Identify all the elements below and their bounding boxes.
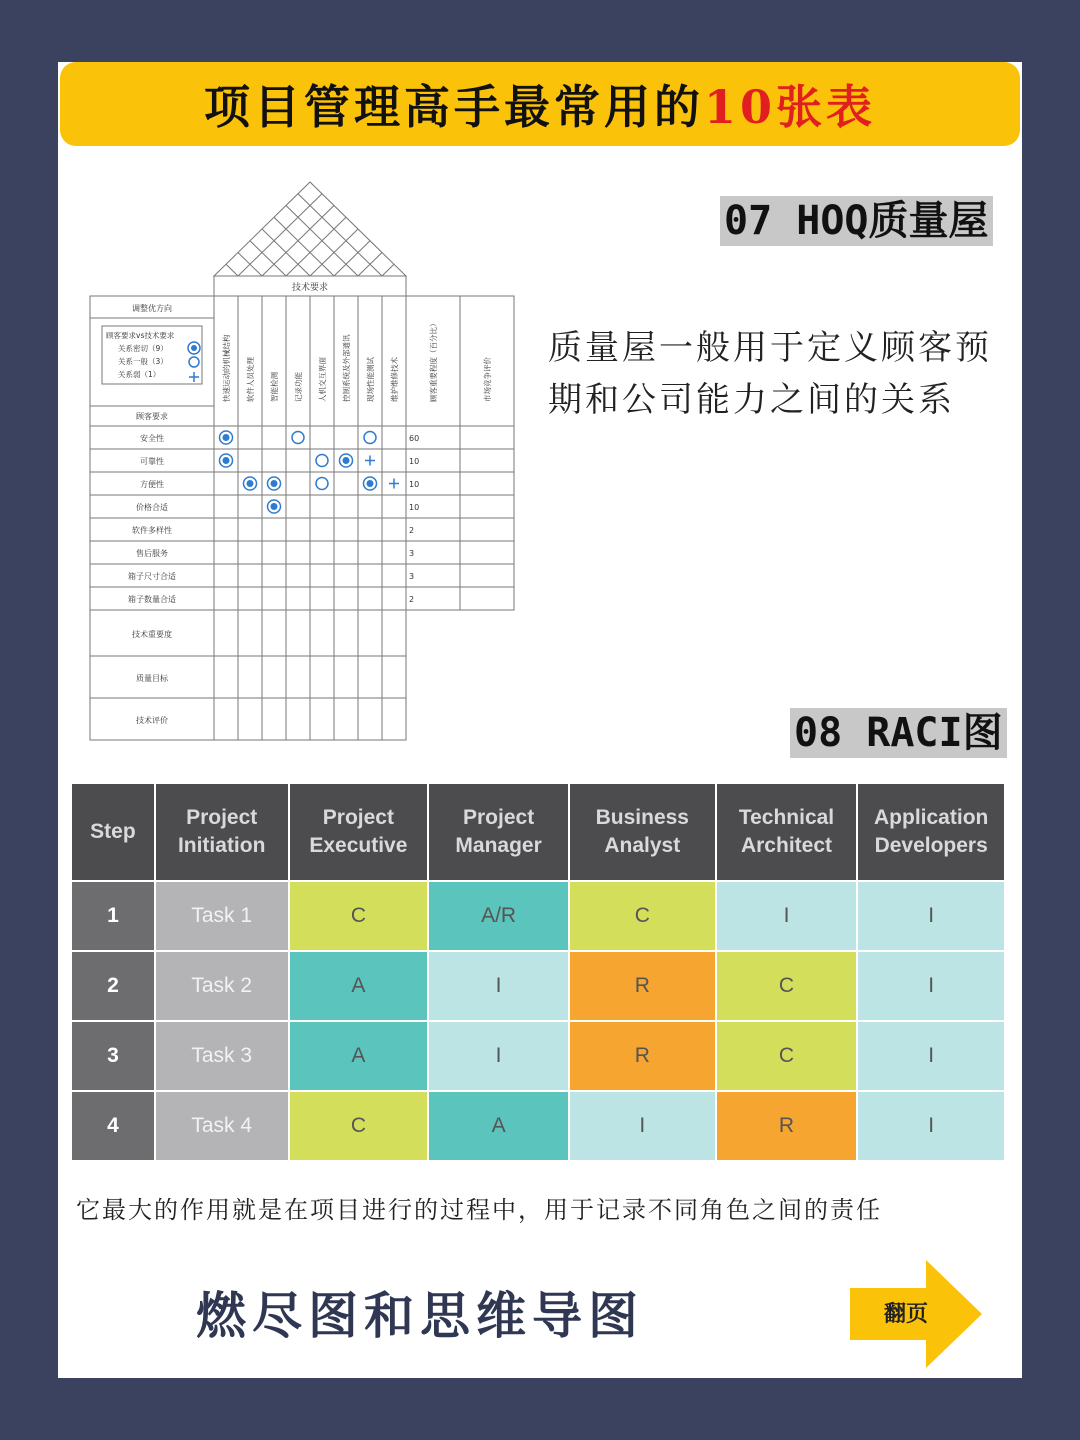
raci-role-cell: I — [717, 882, 857, 950]
hoq-row-weight: 2 — [409, 526, 415, 535]
hoq-row-label: 售后服务 — [136, 549, 168, 558]
hoq-roof-line — [226, 264, 238, 276]
raci-table — [72, 784, 1006, 1160]
strong-relation-icon — [340, 454, 353, 467]
raci-role-cell: R — [717, 1092, 857, 1160]
hoq-tech-col-label: 控制系统及外部通讯 — [342, 334, 351, 402]
raci-note: 它最大的作用就是在项目进行的过程中，用于记录不同角色之间的责任 — [76, 1196, 882, 1224]
raci-header-row — [72, 784, 1006, 880]
hoq-diagram — [88, 178, 518, 744]
raci-task-cell: Task 3 — [156, 1022, 288, 1090]
hoq-competition-header: 市场竞争评价 — [483, 357, 492, 402]
hoq-roof — [214, 182, 406, 276]
raci-role-cell: R — [570, 1022, 715, 1090]
raci-role-cell: I — [570, 1092, 715, 1160]
hoq-tech-col-label: 软件人员处理 — [246, 357, 255, 402]
raci-header-cell: Technical Architect — [717, 784, 857, 880]
hoq-improve-direction: 调整优方向 — [132, 304, 172, 313]
hoq-competition-frame — [460, 296, 514, 610]
raci-role-cell: C — [717, 1022, 857, 1090]
raci-header-cell: Business Analyst — [570, 784, 715, 880]
raci-header-cell: Project Manager — [429, 784, 568, 880]
section-07-tag: 07 HOQ质量屋 — [720, 196, 993, 246]
hoq-tech-importance: 技术重要度 — [132, 630, 172, 639]
strong-relation-icon — [364, 477, 377, 490]
medium-relation-icon — [316, 478, 328, 490]
hoq-roof-line — [238, 194, 322, 276]
hoq-legend-text: 关系弱（1） — [118, 370, 161, 379]
raci-header-cell: Step — [72, 784, 154, 880]
hoq-row-label: 软件多样性 — [132, 526, 172, 535]
weak-relation-icon — [365, 456, 375, 466]
banner-title-accent: 10张表 — [703, 80, 876, 134]
hoq-quality-target: 质量目标 — [136, 674, 168, 683]
raci-role-cell: I — [858, 882, 1004, 950]
hoq-tech-col-label: 快速运动的机械结构 — [222, 334, 231, 402]
raci-step-cell: 2 — [72, 952, 154, 1020]
raci-step-cell: 4 — [72, 1092, 154, 1160]
raci-body — [72, 882, 1006, 1160]
hoq-legend-text: 顾客要求vs技术要求 — [106, 331, 175, 340]
hoq-roof-line — [298, 194, 382, 276]
medium-relation-icon — [292, 432, 304, 444]
hoq-row-weight: 3 — [409, 572, 415, 581]
next-topic-title: 燃尽图和思维导图 — [196, 1286, 644, 1345]
raci-role-cell: C — [290, 882, 428, 950]
hoq-tech-eval: 技术评价 — [136, 716, 168, 725]
strong-relation-icon — [268, 500, 281, 513]
hoq-row-weight: 10 — [409, 457, 420, 466]
strong-relation-icon — [244, 477, 257, 490]
section-08-tag: 08 RACI图 — [790, 708, 1007, 758]
raci-role-cell: I — [429, 1022, 568, 1090]
strong-relation-icon — [220, 454, 233, 467]
hoq-tech-col-label: 智能检测 — [270, 372, 279, 402]
raci-role-cell: C — [570, 882, 715, 950]
hoq-tech-col-label: 记录功能 — [294, 372, 303, 402]
raci-role-cell: C — [290, 1092, 428, 1160]
raci-row — [72, 952, 1006, 1020]
raci-task-cell: Task 2 — [156, 952, 288, 1020]
hoq-roof-line — [382, 264, 394, 276]
hoq-tech-col-label: 维护维修技术 — [390, 357, 399, 402]
raci-role-cell: I — [858, 1022, 1004, 1090]
hoq-row-label: 价格合适 — [136, 503, 168, 512]
strong-relation-icon — [220, 431, 233, 444]
next-page-button[interactable]: 翻页 — [883, 1301, 928, 1327]
hoq-row-weight: 60 — [409, 434, 420, 443]
hoq-text — [106, 281, 492, 725]
hoq-row-weight: 2 — [409, 595, 415, 604]
hoq-row-weight: 3 — [409, 549, 415, 558]
raci-role-cell: A — [290, 952, 428, 1020]
raci-role-cell: C — [717, 952, 857, 1020]
banner-title: 项目管理高手最常用的 — [203, 80, 704, 134]
hoq-row-label: 安全性 — [140, 434, 164, 443]
hoq-roof-line — [274, 217, 334, 276]
hoq-legend-text: 关系一般（3） — [118, 357, 168, 366]
strong-relation-icon — [268, 477, 281, 490]
raci-step-cell: 3 — [72, 1022, 154, 1090]
weak-relation-icon — [389, 479, 399, 489]
hoq-row-label: 箱子尺寸合适 — [128, 572, 176, 581]
weak-relation-icon — [189, 372, 199, 382]
hoq-tech-header: 技术要求 — [291, 283, 329, 293]
hoq-row-label: 可靠性 — [140, 457, 164, 466]
raci-task-cell: Task 1 — [156, 882, 288, 950]
hoq-row-weight: 10 — [409, 503, 420, 512]
raci-row — [72, 882, 1006, 950]
raci-role-cell: I — [429, 952, 568, 1020]
hoq-roof-line — [286, 217, 346, 276]
raci-step-cell: 1 — [72, 882, 154, 950]
hoq-importance-header: 顾客重要程度（百分比） — [429, 319, 438, 402]
raci-task-cell: Task 4 — [156, 1092, 288, 1160]
raci-role-cell: I — [858, 952, 1004, 1020]
hoq-row-label: 箱子数量合适 — [128, 595, 176, 604]
hoq-customer-req: 顾客要求 — [136, 412, 168, 421]
raci-role-cell: A/R — [429, 882, 568, 950]
hoq-row-label: 方便性 — [140, 480, 164, 489]
medium-relation-icon — [189, 357, 199, 367]
medium-relation-icon — [316, 455, 328, 467]
raci-row — [72, 1022, 1006, 1090]
medium-relation-icon — [364, 432, 376, 444]
raci-role-cell: A — [290, 1022, 428, 1090]
hoq-tech-col-label: 现场性能测试 — [366, 357, 375, 402]
raci-role-cell: A — [429, 1092, 568, 1160]
hoq-tech-col-label: 人机交互界面 — [318, 357, 327, 402]
hoq-row-weight: 10 — [409, 480, 420, 489]
raci-header-cell: Project Initiation — [156, 784, 288, 880]
raci-role-cell: I — [858, 1092, 1004, 1160]
hoq-legend-text: 关系密切（9） — [118, 344, 168, 353]
raci-header-cell: Project Executive — [290, 784, 428, 880]
raci-role-cell: R — [570, 952, 715, 1020]
section-07-description: 质量屋一般用于定义顾客预期和公司能力之间的关系 — [548, 328, 992, 420]
raci-row — [72, 1092, 1006, 1160]
raci-header-cell: Application Developers — [858, 784, 1004, 880]
strong-relation-icon — [188, 342, 200, 354]
page-banner — [60, 62, 1020, 146]
